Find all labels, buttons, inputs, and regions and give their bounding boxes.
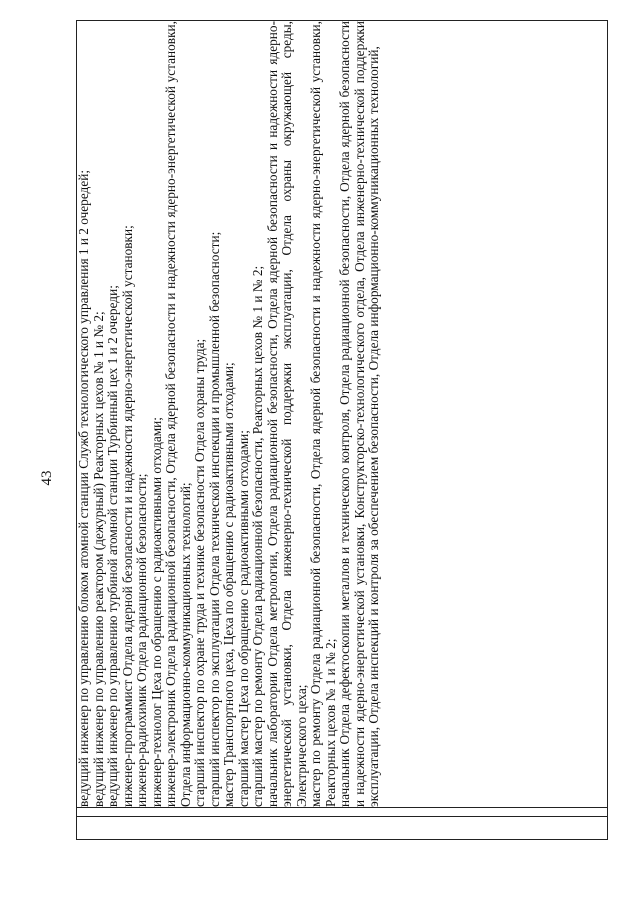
table-cell-left bbox=[77, 817, 608, 840]
table-row bbox=[77, 21, 608, 840]
list-item: инженер-электроник Отдела радиационной безопасности, Отдела ядерной безопасности и надежности ядерно-энергетической установки, Отдела информационно-коммуникационных технологий; bbox=[163, 21, 193, 807]
list-item: мастер Транспортного цеха, Цеха по обращению с радиоактивными отходами; bbox=[221, 362, 236, 807]
list-item: старший инспектор по охране труда и технике безопасности Отдела охраны труда; bbox=[192, 338, 207, 807]
list-item: ведущий инженер по управлению блоком атомной станции Служб технологического управления 1 и 2 очередей; bbox=[76, 169, 91, 807]
list-item: старший инспектор по эксплуатации Отдела технической инспекции и промышленной безопасности; bbox=[206, 231, 222, 807]
list-item: инженер-технолог Цеха по обращению с радиоактивными отходами; bbox=[148, 417, 164, 807]
list-item: начальник лаборатории Отдела метрологии, Отдела радиационной безопасности, Отдела ядерной безопасности и надежности ядерно-энергетической установки, Отдела инженерно-технической поддержки эксплуатации, Отдела охраны окружающей среды, Электрического цеха; bbox=[264, 21, 309, 807]
list-item: инженер-радиохимик Отдела радиационной безопасности; bbox=[134, 473, 149, 807]
table-cell-middle bbox=[77, 808, 608, 817]
list-item: начальник Отдела дефектоскопии металлов и технического контроля, Отдела радиационной безопасности, Отдела ядерной безопасности и надежности ядерно-энергетической установки, Конструкторско-технологического отдела, Отдела инженерно-технической поддержки эксплуатации, Отдела инспекций и контроля за обеспечением безопасности, Отдела информационно-коммуникационных технологий, bbox=[337, 21, 381, 807]
rotated-page-content bbox=[76, 20, 608, 840]
list-item: ведущий инженер по управлению реактором (дежурный) Реакторных цехов № 1 и № 2; bbox=[90, 311, 106, 807]
page-number: 43 bbox=[39, 470, 55, 486]
list-item: старший мастер по ремонту Отдела радиационной безопасности, Реакторных цехов № 1 и № 2; bbox=[250, 265, 265, 807]
list-item: ведущий инженер по управлению турбиной атомной станции Турбинный цех 1 и 2 очереди; bbox=[105, 285, 120, 807]
list-item: старший мастер Цеха по обращению с радиоактивными отходами; bbox=[235, 430, 251, 807]
table-cell-positions bbox=[77, 21, 608, 808]
list-item: мастер по ремонту Отдела радиационной безопасности, Отдела ядерной безопасности и надежности ядерно-энергетической установки, Реакторных цехов № 1 и № 2; bbox=[308, 21, 338, 807]
list-item: инженер-программист Отдела ядерной безопасности и надежности ядерно-энергетической установки; bbox=[119, 225, 135, 807]
positions-table bbox=[76, 20, 608, 840]
